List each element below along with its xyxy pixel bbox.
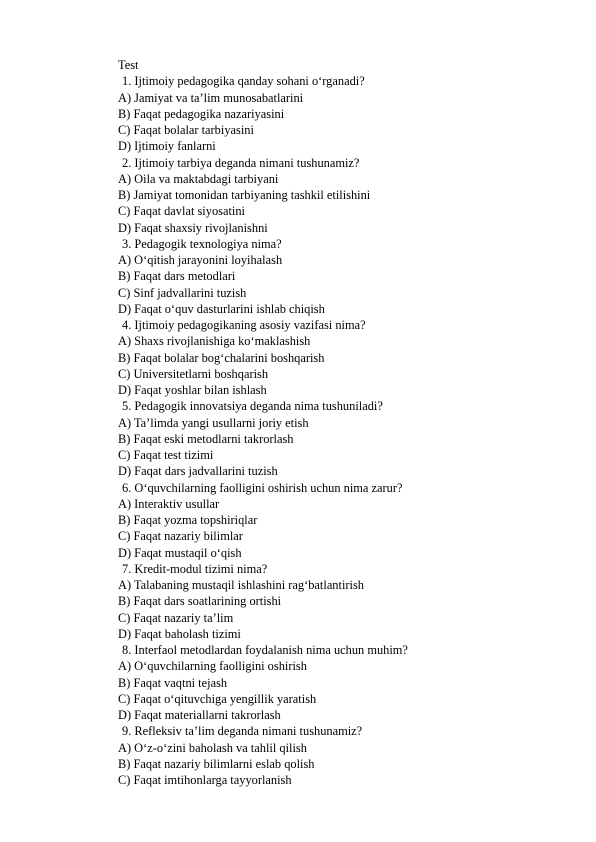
answer-option: A) Jamiyat va ta’lim munosabatlarini	[118, 90, 304, 105]
answer-option: C) Faqat bolalar tarbiyasini	[118, 123, 254, 137]
answer-option: C) Universitetlarni boshqarish	[118, 366, 269, 381]
test-content	[118, 57, 558, 788]
answer-option: D) Faqat baholash tizimi	[118, 626, 241, 641]
answer-option: B) Faqat vaqtni tejash	[118, 675, 228, 690]
answer-option: C) Faqat test tizimi	[118, 448, 214, 462]
answer-option: D) Faqat o‘quv dasturlarini ishlab chiqish	[118, 301, 325, 316]
question-text: 9. Refleksiv ta’lim deganda nimani tushunamiz?	[122, 724, 363, 739]
answer-option: C) Faqat imtihonlarga tayyorlanish	[118, 773, 292, 787]
question-block	[118, 398, 558, 479]
answer-option: C) Faqat nazariy ta’lim	[118, 610, 234, 625]
answer-option: A) Interaktiv usullar	[118, 496, 220, 511]
answer-option: B) Jamiyat tomonidan tarbiyaning tashkil etilishini	[118, 188, 371, 202]
question-block	[118, 561, 558, 642]
answer-option: B) Faqat yozma topshiriqlar	[118, 513, 258, 527]
answer-option: B) Faqat pedagogika nazariyasini	[118, 106, 285, 121]
question-block	[118, 73, 558, 154]
answer-option: A) Oila va maktabdagi tarbiyani	[118, 171, 279, 186]
answer-option: A) O‘qitish jarayonini loyihalash	[118, 253, 283, 267]
answer-option: A) Talabaning mustaqil ishlashini rag‘batlantirish	[118, 578, 364, 592]
question-block	[118, 155, 558, 236]
question-text: 2. Ijtimoiy tarbiya deganda nimani tushunamiz?	[122, 155, 360, 170]
question-text: 7. Kredit-modul tizimi nima?	[122, 561, 268, 576]
answer-option: D) Faqat dars jadvallarini tuzish	[118, 464, 278, 479]
answer-option: A) Ta’limda yangi usullarni joriy etish	[118, 415, 309, 430]
answer-option: D) Ijtimoiy fanlarni	[118, 139, 216, 154]
question-block	[118, 723, 558, 788]
answer-option: D) Faqat shaxsiy rivojlanishni	[118, 220, 268, 235]
question-block	[118, 480, 558, 561]
answer-option: B) Faqat bolalar bog‘chalarini boshqarish	[118, 350, 325, 365]
question-block	[118, 642, 558, 723]
answer-option: B) Faqat nazariy bilimlarni eslab qolish	[118, 756, 315, 771]
question-text: 1. Ijtimoiy pedagogika qanday sohani o‘rganadi?	[122, 74, 365, 89]
question-text: 8. Interfaol metodlardan foydalanish nima uchun muhim?	[122, 643, 408, 657]
answer-option: A) Shaxs rivojlanishiga ko‘maklashish	[118, 334, 311, 349]
answer-option: D) Faqat yoshlar bilan ishlash	[118, 383, 267, 397]
question-text: 6. O‘quvchilarning faolligini oshirish uchun nima zarur?	[122, 480, 403, 495]
answer-option: C) Faqat nazariy bilimlar	[118, 529, 243, 544]
question-text: 4. Ijtimoiy pedagogikaning asosiy vazifasi nima?	[122, 318, 366, 332]
answer-option: D) Faqat materiallarni takrorlash	[118, 708, 281, 722]
question-text: 5. Pedagogik innovatsiya deganda nima tushuniladi?	[122, 399, 383, 414]
question-text: 3. Pedagogik texnologiya nima?	[122, 236, 282, 251]
answer-option: A) O‘z-o‘zini baholash va tahlil qilish	[118, 740, 307, 755]
answer-option: D) Faqat mustaqil o‘qish	[118, 545, 242, 560]
document-title: Test	[118, 58, 139, 72]
question-block	[118, 317, 558, 398]
answer-option: B) Faqat dars soatlarining ortishi	[118, 594, 282, 609]
answer-option: C) Sinf jadvallarini tuzish	[118, 285, 247, 300]
answer-option: A) O‘quvchilarning faolligini oshirish	[118, 659, 307, 674]
question-block	[118, 236, 558, 317]
answer-option: B) Faqat eski metodlarni takrorlash	[118, 431, 294, 446]
answer-option: B) Faqat dars metodlari	[118, 269, 236, 284]
answer-option: C) Faqat o‘qituvchiga yengillik yaratish	[118, 691, 317, 706]
answer-option: C) Faqat davlat siyosatini	[118, 204, 245, 219]
